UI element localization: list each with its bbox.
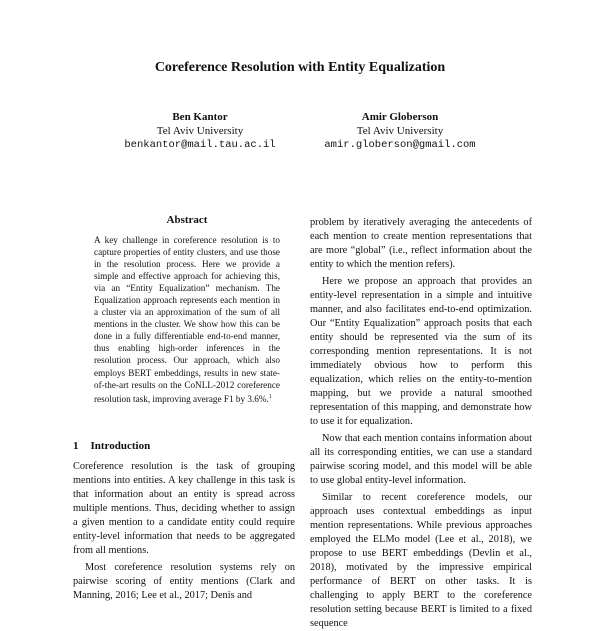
author-affiliation: Tel Aviv University	[356, 125, 444, 137]
section-heading	[73, 440, 150, 452]
abstract-text: A key challenge in coreference resolution is to capture properties of entity clusters, and use those in the resolution process. Here we provide a simple and effective approach for achieving this, via an “Entity Equalization” mechanism. The Equalization approach represents each mention in a cluster via an approximation of the sum of all mentions in the cluster. We show how this can be done in a fully differentiable end-to-end manner, thus enabling high-order inferences in the resolution process. Our approach, which also employs BERT embeddings, results in new state-of-the-art results on the CoNLL-2012 coreference resolution task, improving average F1 by 3.6%.	[94, 235, 280, 404]
author-email: amir.globerson@gmail.com	[324, 139, 476, 151]
paragraph: Now that each mention contains information about all its corresponding entities, we can use a standard pairwise scoring model, and this model will be able to use global entity-level information.	[310, 433, 532, 486]
author-email: benkantor@mail.tau.ac.il	[124, 139, 276, 151]
section-number: 1	[73, 440, 79, 452]
left-column-text	[73, 460, 295, 603]
right-column-text	[310, 216, 532, 631]
footnote-mark: 1	[268, 393, 272, 400]
abstract-body	[94, 234, 280, 405]
paragraph: Coreference resolution is the task of grouping mentions into entities. A key challenge in this task is that information about an entity is spread across multiple mentions. Thus, deciding whether to assign a given mention to a candidate entity could require entity-level information that needs to be aggregated from all mentions.	[73, 461, 295, 556]
author-name: Amir Globerson	[361, 111, 439, 123]
section-title: Introduction	[90, 440, 151, 452]
abstract-heading: Abstract	[166, 214, 208, 226]
author-block-1	[100, 110, 300, 152]
paragraph: Most coreference resolution systems rely on pairwise scoring of entity mentions (Clark and Manning, 2016; Lee et al., 2017; Denis and	[73, 562, 295, 601]
paragraph: Similar to recent coreference models, our approach uses contextual embeddings as input mention representations. While previous approaches employed the ELMo model (Lee et al., 2018), we propose to use BERT embeddings (Devlin et al., 2018), motivated by the impressive empirical performance of BERT on other tasks. It is challenging to apply BERT to the coreference resolution setting because BERT is limited to a fixed sequence	[310, 492, 532, 629]
author-name: Ben Kantor	[172, 111, 228, 123]
paragraph: problem by iteratively averaging the antecedents of each mention to create mention representations that are more “global” (i.e., reflect information about the entity to which the mention refers).	[310, 217, 532, 270]
paragraph: Here we propose an approach that provides an entity-level representation in a simple and intuitive manner, and also facilitates end-to-end optimization. Our “Entity Equalization” approach posits that each entity should be represented via the sum of its corresponding mention representations. It is not immediately obvious how to perform this equalization, which relies on the entity-to-mention mapping, but we provide a natural smoothed representation of this mapping, and demonstrate how to use it for equalization.	[310, 276, 532, 427]
paper-title: Coreference Resolution with Entity Equalization	[154, 60, 446, 75]
author-block-2	[300, 110, 500, 152]
author-affiliation: Tel Aviv University	[156, 125, 244, 137]
